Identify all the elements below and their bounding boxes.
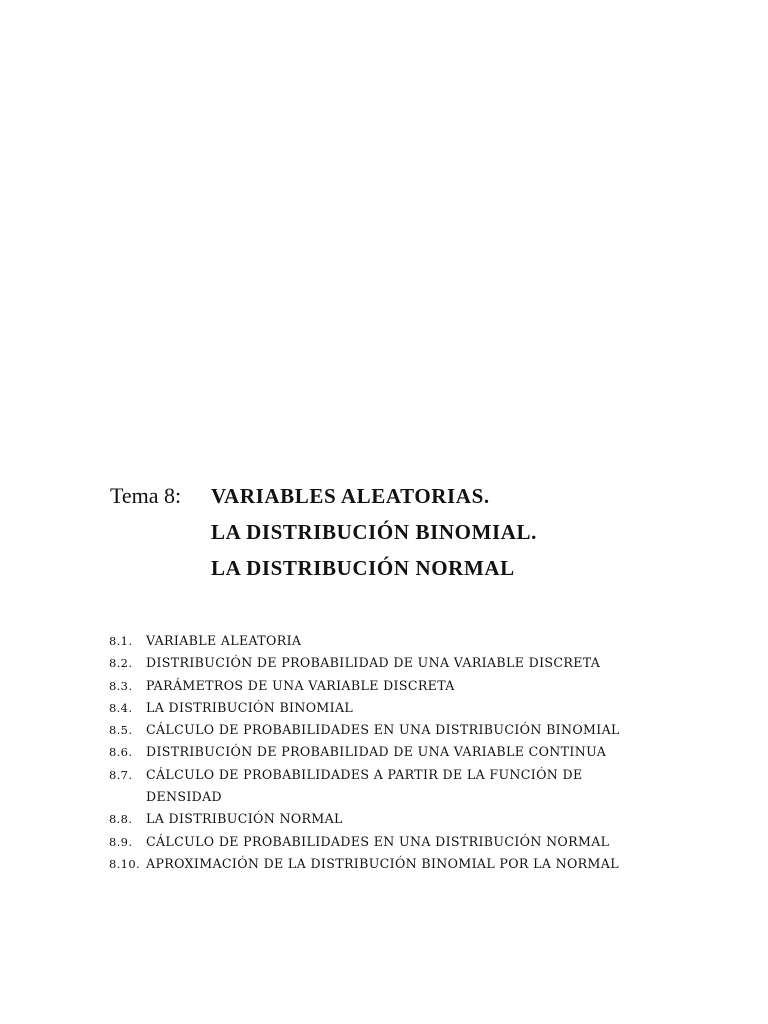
toc-item-8-4	[109, 697, 749, 719]
toc-item-8-7	[109, 764, 749, 809]
toc-title: VARIABLE ALEATORIA	[146, 633, 302, 648]
toc-number: 8.7.	[109, 767, 133, 782]
toc-number: 8.9.	[109, 834, 133, 849]
toc-number: 8.5.	[109, 723, 133, 738]
toc-title: DISTRIBUCIÓN DE PROBABILIDAD DE UNA VARIABLE DISCRETA	[146, 655, 601, 671]
toc-item-8-5	[109, 719, 749, 741]
toc-number: 8.8.	[109, 812, 133, 827]
toc-item-8-3	[109, 675, 749, 697]
toc-number: 8.6.	[109, 745, 133, 760]
toc-number: 8.4.	[109, 700, 133, 715]
toc-item-8-1	[109, 630, 749, 652]
toc-item-8-9	[109, 831, 749, 853]
toc-item-8-2	[109, 652, 749, 674]
chapter-title-line-2: LA DISTRIBUCIÓN BINOMIAL.	[211, 520, 537, 544]
toc-title: APROXIMACIÓN DE LA DISTRIBUCIÓN BINOMIAL POR LA NORMAL	[146, 855, 619, 871]
toc-item-8-10	[109, 853, 749, 875]
toc-title: PARÁMETROS DE UNA VARIABLE DISCRETA	[146, 677, 455, 693]
toc-number: 8.2.	[109, 656, 133, 671]
toc-number: 8.1.	[109, 634, 133, 648]
toc-title: LA DISTRIBUCIÓN BINOMIAL	[146, 699, 354, 715]
toc-item-8-6	[109, 741, 749, 763]
table-of-contents	[109, 630, 749, 875]
chapter-title-line-3: LA DISTRIBUCIÓN NORMAL	[211, 556, 515, 580]
toc-title: LA DISTRIBUCIÓN NORMAL	[146, 811, 343, 827]
toc-number: 8.3.	[109, 678, 133, 693]
toc-title: CÁLCULO DE PROBABILIDADES EN UNA DISTRIBUCIÓN NORMAL	[146, 833, 610, 849]
chapter-title-line-1: VARIABLES ALEATORIAS.	[211, 484, 490, 508]
toc-title: CÁLCULO DE PROBABILIDADES EN UNA DISTRIBUCIÓN BINOMIAL	[146, 722, 620, 738]
toc-number: 8.10.	[109, 856, 141, 871]
toc-item-8-8	[109, 808, 749, 830]
toc-title: DISTRIBUCIÓN DE PROBABILIDAD DE UNA VARIABLE CONTINUA	[146, 744, 607, 760]
chapter-prefix: Tema 8:	[110, 483, 182, 508]
chapter-title	[211, 478, 537, 586]
toc-title: CÁLCULO DE PROBABILIDADES A PARTIR DE LA FUNCIÓN DE DENSIDAD	[146, 766, 583, 805]
